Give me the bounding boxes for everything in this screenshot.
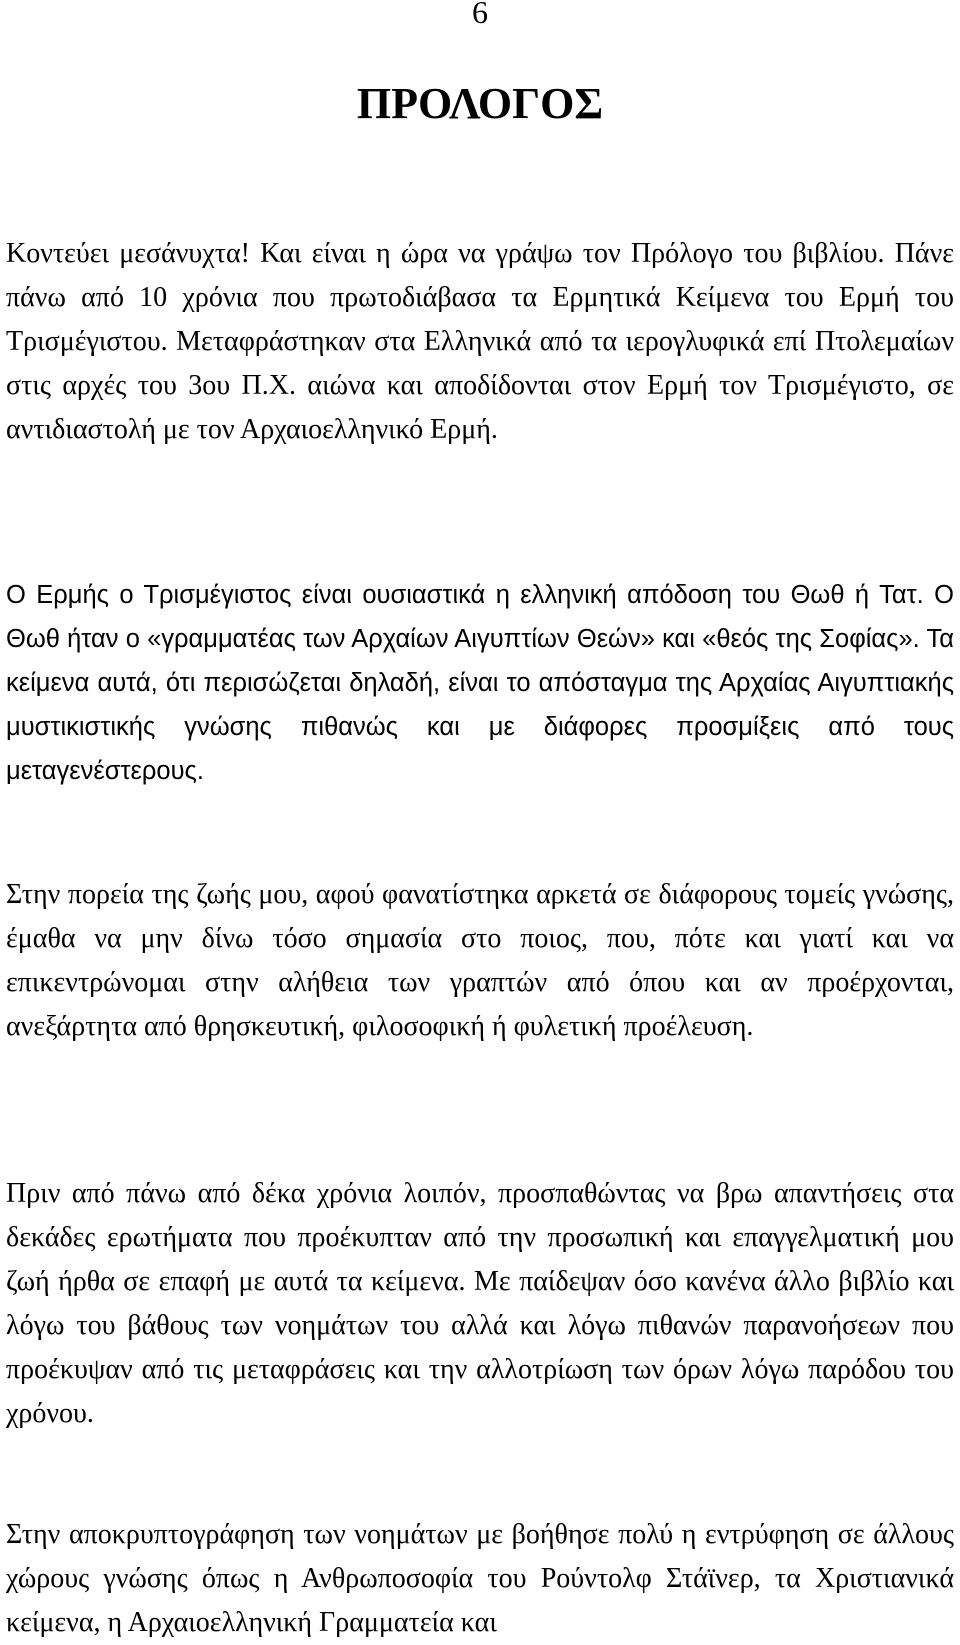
page-number: 6 — [472, 0, 488, 30]
paragraph-hermes-thoth: Ο Ερμής ο Τρισμέγιστος είναι ουσιαστικά η ελληνική απόδοση του Θωθ ή Τατ. Ο Θωθ ήταν ο «γραμματέας των Αρχαίων Αιγυπτίων Θεών» και «θεός της Σοφίας». Τα κείμενα αυτά, ότι περισώζεται δηλαδή, είναι το απόσταγμα της Αρχαίας Αιγυπτιακής μυστικιστικής γνώσης πιθανώς και με διάφορες προσμίξεις από τους μεταγενέστερους. — [6, 581, 954, 785]
paragraph-decryption: Στην αποκρυπτογράφηση των νοημάτων με βοήθησε πολύ η εντρύφηση σε άλλους χώρους γνώσης όπως η Ανθρωποσοφία του Ρούντολφ Στάϊνερ, τα Χριστιανικά κείμενα, η Αρχαιοελληνική Γραμματεία και — [6, 1519, 954, 1638]
page-title: ΠΡΟΛΟΓΟΣ — [356, 79, 604, 128]
paragraph-ten-years: Πριν από πάνω από δέκα χρόνια λοιπόν, προσπαθώντας να βρω απαντήσεις στα δεκάδες ερωτήματα που προέκυπταν από την προσωπική και επαγγελματική μου ζωή ήρθα σε επαφή με αυτά τα κείμενα. Με παίδεψαν όσο κανένα άλλο βιβλίο και λόγω του βάθους των νοημάτων του αλλά και λόγω πιθανών παρανοήσεων που προέκυψαν από τις μεταφράσεις και την αλλοτρίωση των όρων λόγω παρόδου του χρόνου. — [6, 1178, 954, 1429]
paragraph-intro: Κοντεύει μεσάνυχτα! Και είναι η ώρα να γράψω τον Πρόλογο του βιβλίου. Πάνε πάνω από 10 χρόνια που πρωτοδιάβασα τα Ερμητικά Κείμενα του Ερμή του Τρισμέγιστου. Μεταφράστηκαν στα Ελληνικά από τα ιερογλυφικά επί Πτολεμαίων στις αρχές του 3ου Π.Χ. αιώνα και αποδίδονται στον Ερμή τον Τρισμέγιστο, σε αντιδιαστολή με τον Αρχαιοελληνικό Ερμή. — [6, 238, 954, 445]
paragraph-life-path: Στην πορεία της ζωής μου, αφού φανατίστηκα αρκετά σε διάφορους τομείς γνώσης, έμαθα να μην δίνω τόσο σημασία στο ποιος, που, πότε και γιατί και να επικεντρώνομαι στην αλήθεια των γραπτών από όπου και αν προέρχονται, ανεξάρτητα από θρησκευτική, φιλοσοφική ή φυλετική προέλευση. — [6, 879, 954, 1042]
